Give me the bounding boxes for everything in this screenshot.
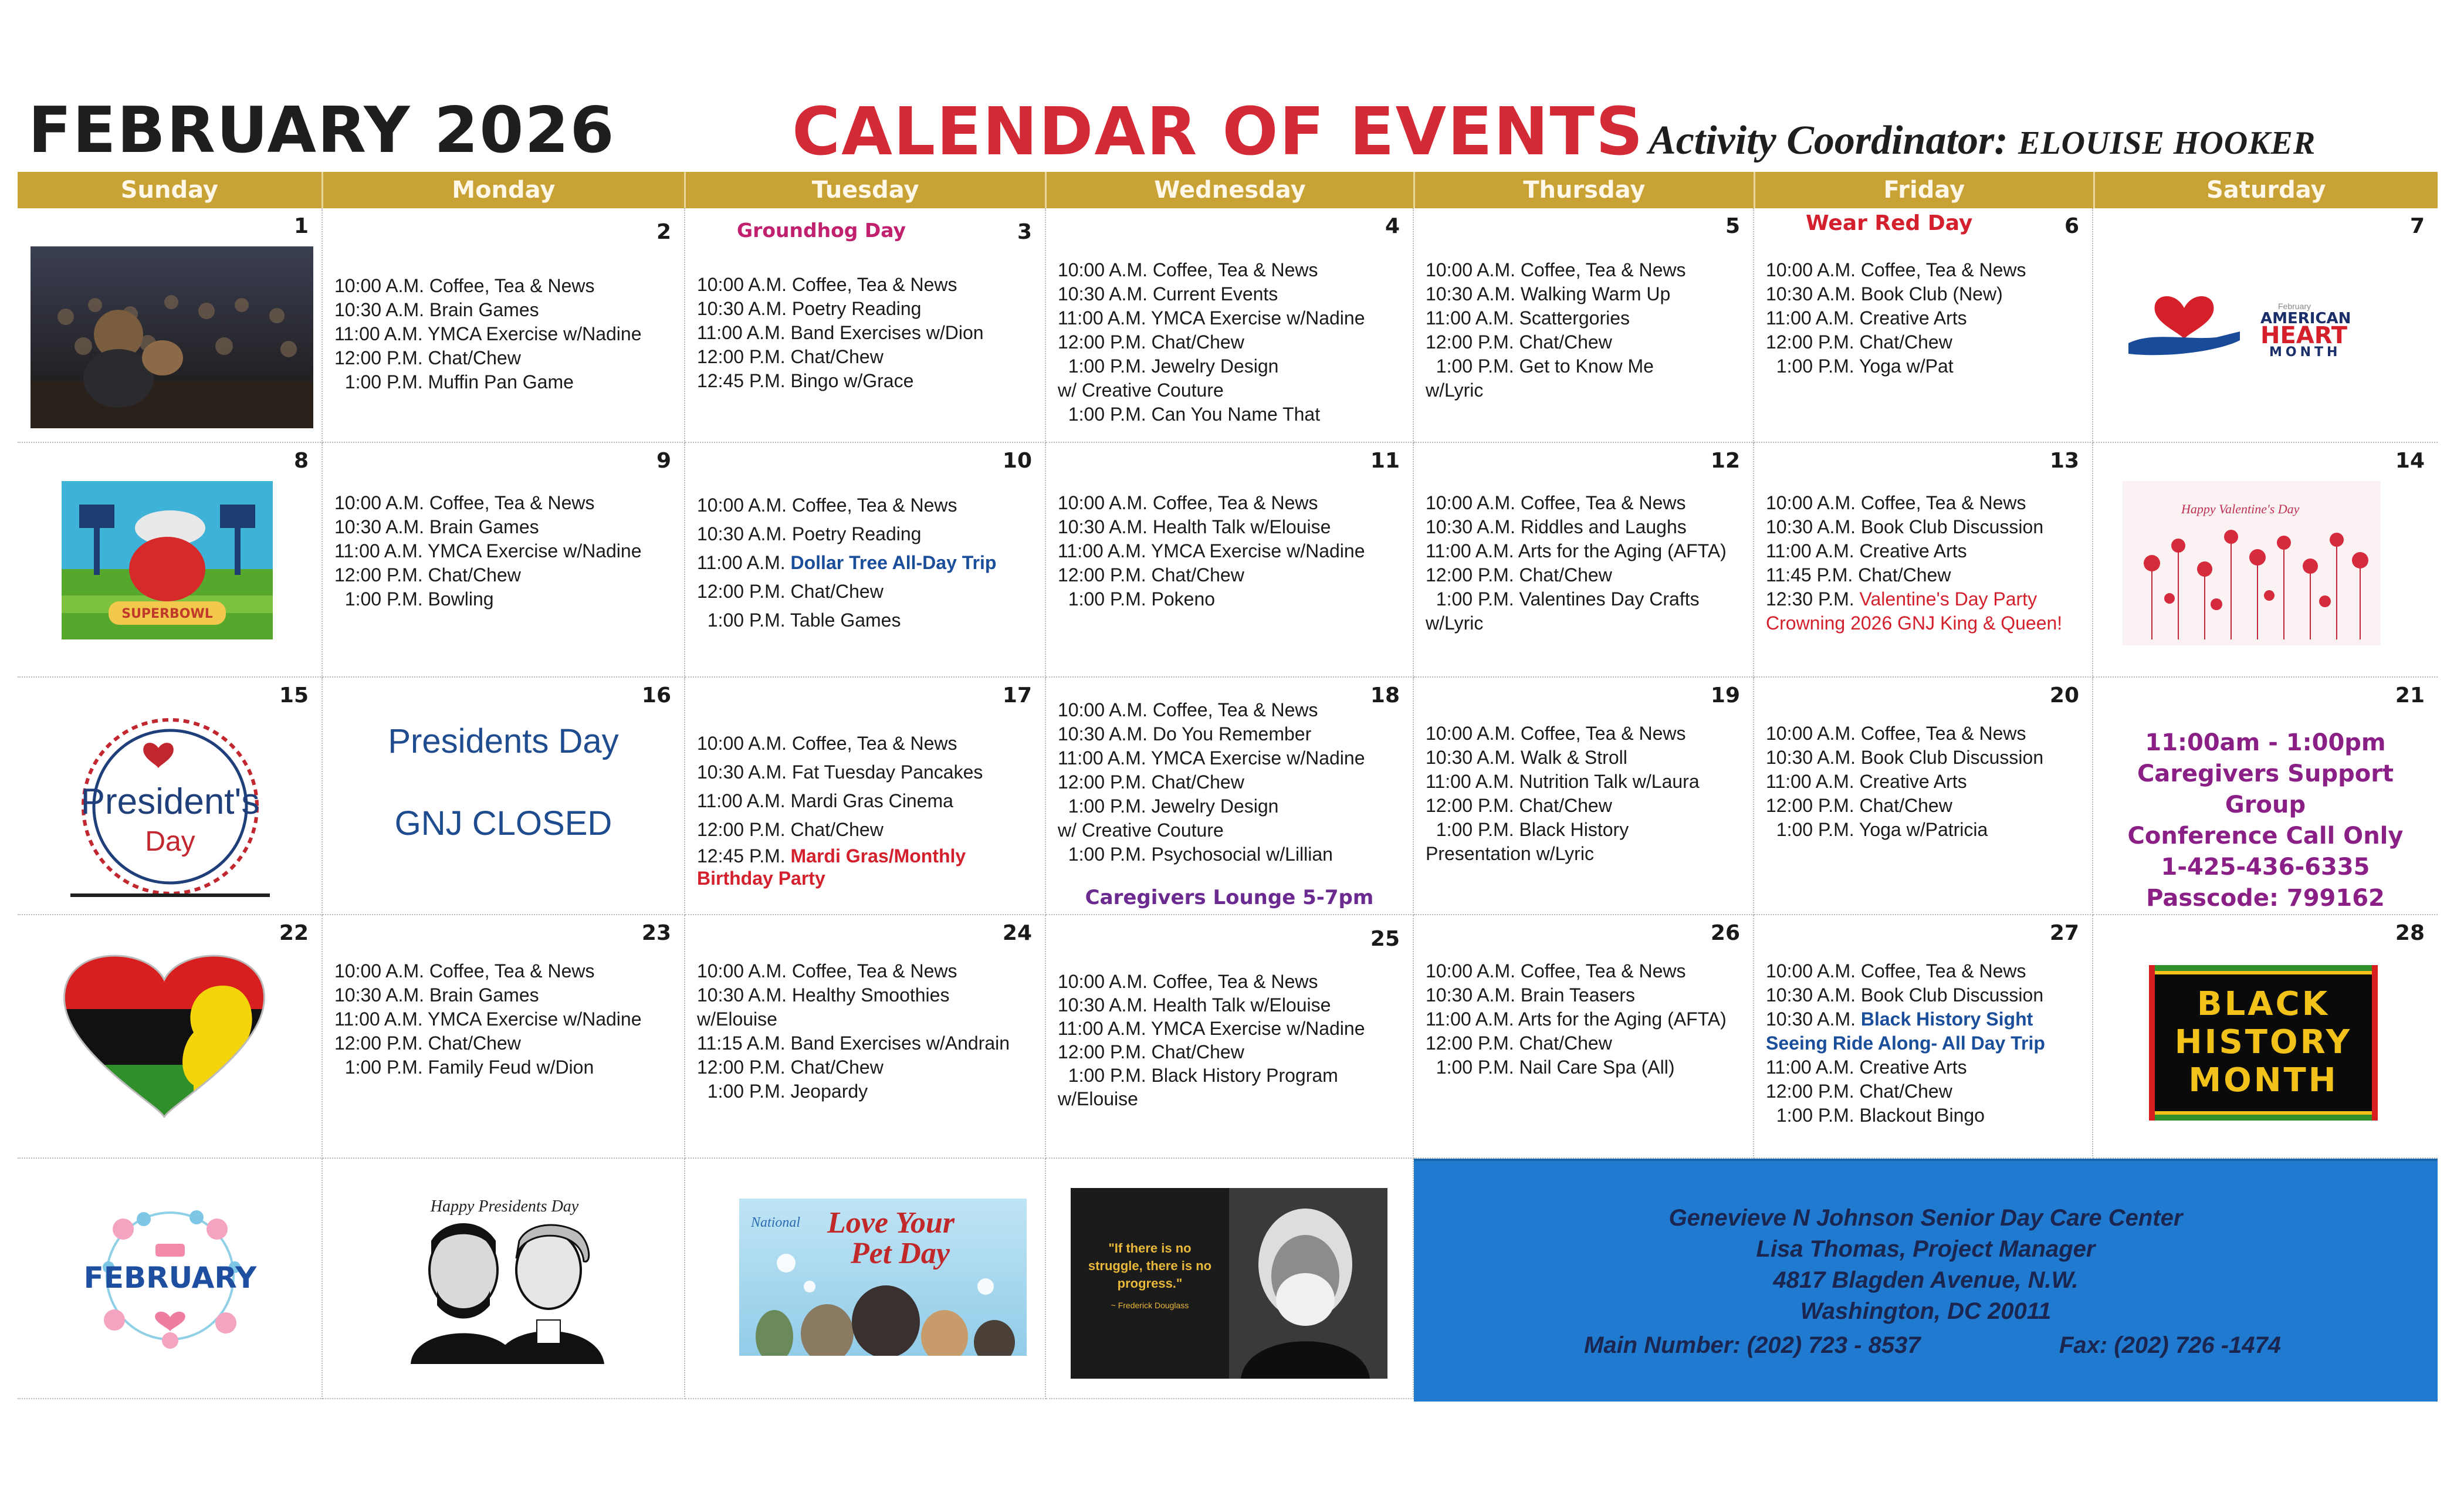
- svg-text:~ Frederick Douglass: ~ Frederick Douglass: [1111, 1301, 1189, 1310]
- event-item: 1:00 P.M. Table Games: [697, 610, 901, 631]
- event-item: 1:00 P.M. Jewelry Design: [1058, 356, 1279, 377]
- event-item: 12:00 P.M. Chat/Chew: [1426, 795, 1612, 816]
- svg-text:Happy Valentine's Day: Happy Valentine's Day: [2181, 502, 2300, 516]
- event-item: w/Lyric: [1426, 612, 1484, 634]
- event-item: 10:00 A.M. Coffee, Tea & News: [697, 495, 957, 516]
- event-list: [334, 959, 678, 1079]
- day-cell-10: [685, 443, 1046, 678]
- event-list: [1426, 722, 1747, 866]
- special-day-label: Wear Red Day: [1806, 211, 1973, 235]
- day-number: 9: [656, 449, 671, 473]
- black-history-trip: Black History Sight: [1860, 1008, 2033, 1030]
- weekday-header: [18, 172, 2438, 208]
- event-item: 11:00 A.M. Nutrition Talk w/Laura: [1426, 771, 1700, 792]
- event-item: 10:00 A.M. Coffee, Tea & News: [1058, 492, 1318, 513]
- event-list: [1766, 959, 2086, 1128]
- weekday-friday: Friday: [1755, 172, 2094, 208]
- svg-text:MONTH: MONTH: [2269, 345, 2341, 360]
- event-item: 10:00 A.M. Coffee, Tea & News: [1426, 492, 1686, 513]
- event-item: 1:00 P.M. Jewelry Design: [1058, 796, 1279, 817]
- event-item: 12:00 P.M. Chat/Chew: [1058, 1041, 1244, 1062]
- svg-text:BLACK: BLACK: [2196, 985, 2330, 1023]
- event-item: 11:00 A.M. YMCA Exercise w/Nadine: [1058, 747, 1365, 769]
- event-item: 10:30 A.M. Book Club (New): [1766, 283, 2003, 304]
- event-item: 10:30 A.M. Brain Games: [334, 516, 539, 537]
- valentines-image: [2123, 481, 2381, 645]
- bottom-cell-douglass: [1046, 1159, 1414, 1399]
- event-list: [1426, 258, 1747, 402]
- frederick-douglass-quote-image: [1071, 1188, 1387, 1379]
- main-phone-number: Main Number: (202) 723 - 8537: [1584, 1332, 1921, 1358]
- bottom-cell-pet-day: [685, 1159, 1046, 1399]
- event-item: 10:00 A.M. Coffee, Tea & News: [334, 960, 595, 981]
- project-manager: Lisa Thomas, Project Manager: [1756, 1236, 2096, 1262]
- event-item: 10:30 A.M. Poetry Reading: [697, 523, 922, 544]
- day-number: 21: [2395, 683, 2425, 708]
- pan-african-heart: [59, 945, 270, 1121]
- day-number: 5: [1725, 214, 1740, 238]
- day-number: 6: [2064, 214, 2079, 238]
- event-item: 12:00 P.M. Chat/Chew: [1766, 1081, 1952, 1102]
- coordinator-label: Activity Coordinator:: [1649, 118, 2008, 163]
- american-heart-month-logo: [2128, 285, 2398, 361]
- center-name: Genevieve N Johnson Senior Day Care Center: [1668, 1205, 2183, 1231]
- day-number: 12: [1710, 449, 1740, 473]
- event-item: 12:00 P.M. Chat/Chew: [1058, 331, 1244, 353]
- event-item: 10:30 A.M. Brain Teasers: [1426, 984, 1635, 1006]
- event-item: 10:00 A.M. Coffee, Tea & News: [1058, 699, 1318, 720]
- event-item: 1:00 P.M. Can You Name That: [1058, 404, 1321, 425]
- event-list: [697, 959, 1039, 1104]
- day-number: 28: [2395, 921, 2425, 945]
- event-item: 11:00 A.M. YMCA Exercise w/Nadine: [1058, 1018, 1365, 1039]
- day-number: 24: [1002, 921, 1032, 945]
- center-contact-box: [1414, 1159, 2438, 1402]
- day-number: 1: [293, 214, 309, 238]
- event-item: 1:00 P.M. Nail Care Spa (All): [1426, 1057, 1675, 1078]
- day-cell-16: [323, 678, 685, 915]
- event-item: 10:00 A.M. Coffee, Tea & News: [697, 274, 957, 295]
- event-list: [1058, 698, 1407, 867]
- activity-coordinator: [1649, 117, 2316, 164]
- day-cell-19: [1414, 678, 1754, 915]
- calendar-title: CALENDAR OF EVENTS: [792, 94, 1644, 170]
- event-item: 10:00 A.M. Coffee, Tea & News: [1766, 259, 2026, 280]
- event-item: 10:30 A.M. Healthy Smoothies: [697, 984, 950, 1006]
- event-item: 12:00 P.M. Chat/Chew: [1058, 771, 1244, 793]
- day-number: 15: [279, 683, 309, 708]
- event-item: 10:00 A.M. Coffee, Tea & News: [697, 733, 957, 754]
- february-floral-image: [62, 1203, 279, 1349]
- event-item: 10:30 A.M. Brain Games: [334, 984, 539, 1006]
- day-cell-14: [2093, 443, 2438, 678]
- svg-text:Day: Day: [145, 826, 195, 857]
- event-item: 12:00 P.M. Chat/Chew: [334, 1033, 521, 1054]
- event-list: [334, 491, 678, 611]
- event-item: 11:00 A.M. YMCA Exercise w/Nadine: [1058, 540, 1365, 561]
- event-item: 10:30 A.M. Brain Games: [334, 299, 539, 320]
- event-item: w/ Creative Couture: [1058, 820, 1224, 841]
- event-item: 11:00 A.M. YMCA Exercise w/Nadine: [1058, 307, 1365, 329]
- event-item: 1:00 P.M. Jeopardy: [697, 1081, 868, 1102]
- event-item: 11:00 A.M. Band Exercises w/Dion: [697, 322, 984, 343]
- svg-text:FEBRUARY: FEBRUARY: [83, 1261, 257, 1295]
- event-item: 12:00 P.M. Chat/Chew: [1426, 1033, 1612, 1054]
- event-item: 12:00 P.M. Chat/Chew: [697, 819, 884, 840]
- event-list: [1426, 491, 1747, 635]
- event-item: Presentation w/Lyric: [1426, 843, 1594, 864]
- event-item: 12:00 P.M. Chat/Chew: [697, 581, 884, 602]
- day-number: 11: [1370, 449, 1400, 473]
- day-number: 19: [1710, 683, 1740, 708]
- day-number: 18: [1370, 683, 1400, 708]
- mardi-gras-party: Mardi Gras/Monthly: [790, 845, 966, 867]
- event-item: 10:00 A.M. Coffee, Tea & News: [1766, 960, 2026, 981]
- event-item: 10:00 A.M. Coffee, Tea & News: [1426, 259, 1686, 280]
- conference-phone: 1-425-436-6335: [2161, 854, 2370, 881]
- event-list: [1058, 970, 1407, 1111]
- event-item: 12:30 P.M. Valentine's Day Party: [1766, 588, 2037, 610]
- day-number: 23: [641, 921, 671, 945]
- svg-text:"If there is no: "If there is no: [1108, 1241, 1192, 1255]
- caregivers-lounge: Caregivers Lounge 5-7pm: [1085, 886, 1374, 909]
- bottom-cell-february: [18, 1159, 323, 1399]
- event-item: 11:00 A.M. Scattergories: [1426, 307, 1630, 329]
- event-item: 10:30 A.M. Riddles and Laughs: [1426, 516, 1687, 537]
- day-cell-26: [1414, 915, 1754, 1159]
- event-item: 10:00 A.M. Coffee, Tea & News: [334, 492, 595, 513]
- day-number: 20: [2049, 683, 2079, 708]
- event-list: [334, 274, 678, 394]
- event-item: 10:00 A.M. Coffee, Tea & News: [1766, 723, 2026, 744]
- presidents-day-label: Presidents Day: [388, 722, 619, 760]
- day-number: 22: [279, 921, 309, 945]
- day-number: 25: [1370, 927, 1400, 951]
- event-item: 1:00 P.M. Pokeno: [1058, 588, 1216, 610]
- day-number: 27: [2049, 921, 2079, 945]
- day-cell-17: [685, 678, 1046, 915]
- svg-text:President's: President's: [80, 781, 260, 822]
- day-cell-5: [1414, 208, 1754, 443]
- event-item: 10:30 A.M. Fat Tuesday Pancakes: [697, 761, 983, 783]
- city-state-zip: Washington, DC 20011: [1800, 1298, 2052, 1324]
- day-cell-13: [1754, 443, 2093, 678]
- presidents-day-badge: [53, 707, 287, 906]
- superbowl-image: [62, 481, 273, 639]
- event-item: 11:00 A.M. Mardi Gras Cinema: [697, 790, 953, 811]
- event-item: 11:00 A.M. Creative Arts: [1766, 307, 1967, 329]
- event-item: 10:30 A.M. Walk & Stroll: [1426, 747, 1627, 768]
- day-cell-2: [323, 208, 685, 443]
- day-number: 4: [1385, 214, 1400, 238]
- event-item: 1:00 P.M. Black History: [1426, 819, 1629, 840]
- event-item: 10:00 A.M. Coffee, Tea & News: [1058, 259, 1318, 280]
- day-cell-3: [685, 208, 1046, 443]
- event-item: 11:15 A.M. Band Exercises w/Andrain: [697, 1033, 1010, 1054]
- day-number: 2: [656, 220, 671, 244]
- event-item: 11:45 P.M. Chat/Chew: [1766, 564, 1951, 585]
- month-title: FEBRUARY 2026: [28, 94, 615, 167]
- event-item: Birthday Party: [697, 868, 825, 889]
- weekday-thursday: Thursday: [1415, 172, 1755, 208]
- day-cell-28: [2093, 915, 2438, 1159]
- day-number: 7: [2409, 214, 2425, 238]
- event-item: 10:00 A.M. Coffee, Tea & News: [697, 960, 957, 981]
- svg-text:Love Your: Love Your: [827, 1206, 955, 1240]
- day-number: 17: [1002, 683, 1032, 708]
- svg-text:Happy Presidents Day: Happy Presidents Day: [430, 1197, 579, 1216]
- event-item: 11:00 A.M. Creative Arts: [1766, 540, 1967, 561]
- black-history-month-banner: [2149, 965, 2378, 1121]
- event-item: 11:00 A.M. Creative Arts: [1766, 771, 1967, 792]
- svg-text:HISTORY: HISTORY: [2174, 1023, 2353, 1061]
- event-list: [697, 491, 1039, 635]
- weekday-sunday: Sunday: [18, 172, 323, 208]
- event-item: 12:00 P.M. Chat/Chew: [1766, 795, 1952, 816]
- event-item: 11:00 A.M. YMCA Exercise w/Nadine: [334, 323, 642, 344]
- event-item: 12:00 P.M. Chat/Chew: [334, 347, 521, 368]
- day-cell-27: [1754, 915, 2093, 1159]
- day-cell-15: [18, 678, 323, 915]
- event-item: Seeing Ride Along- All Day Trip: [1766, 1033, 2045, 1054]
- weekday-tuesday: Tuesday: [686, 172, 1047, 208]
- event-item: 12:00 P.M. Chat/Chew: [1058, 564, 1244, 585]
- event-item: 1:00 P.M. Bowling: [334, 588, 494, 610]
- day-number: 13: [2049, 449, 2079, 473]
- svg-text:progress.": progress.": [1117, 1276, 1183, 1291]
- event-item: 10:30 A.M. Book Club Discussion: [1766, 984, 2044, 1006]
- event-item: 1:00 P.M. Black History Program: [1058, 1065, 1338, 1086]
- day-cell-12: [1414, 443, 1754, 678]
- event-item: 1:00 P.M. Valentines Day Crafts: [1426, 588, 1700, 610]
- event-item: 12:00 P.M. Chat/Chew: [1426, 331, 1612, 353]
- day-number: 26: [1710, 921, 1740, 945]
- event-item: 11:00 A.M. Arts for the Aging (AFTA): [1426, 540, 1727, 561]
- conference-passcode: Passcode: 799162: [2146, 885, 2385, 912]
- day-cell-8: [18, 443, 323, 678]
- event-item: 1:00 P.M. Get to Know Me: [1426, 356, 1654, 377]
- event-item: w/Elouise: [1058, 1088, 1138, 1109]
- day-number: 14: [2395, 449, 2425, 473]
- day-cell-25: [1046, 915, 1414, 1159]
- event-item: 1:00 P.M. Psychosocial w/Lillian: [1058, 844, 1333, 865]
- weekday-wednesday: Wednesday: [1047, 172, 1414, 208]
- event-item: 10:30 A.M. Do You Remember: [1058, 723, 1312, 744]
- event-list: [1426, 959, 1747, 1079]
- day-cell-1: [18, 208, 323, 443]
- event-item: 12:00 P.M. Chat/Chew: [697, 346, 884, 367]
- svg-text:National: National: [751, 1215, 801, 1230]
- day-number: 3: [1017, 220, 1032, 244]
- day-cell-20: [1754, 678, 2093, 915]
- event-item: w/ Creative Couture: [1058, 380, 1224, 401]
- street-address: 4817 Blagden Avenue, N.W.: [1773, 1267, 2079, 1293]
- day-number: 8: [293, 449, 309, 473]
- event-list: [697, 273, 1039, 393]
- day-cell-9: [323, 443, 685, 678]
- event-list: [1766, 722, 2086, 842]
- event-item: 10:00 A.M. Coffee, Tea & News: [1426, 723, 1686, 744]
- svg-text:AMERICAN: AMERICAN: [2260, 310, 2351, 327]
- weekday-saturday: Saturday: [2206, 177, 2326, 204]
- day-cell-7: [2093, 208, 2438, 443]
- event-item: 10:30 A.M. Black History Sight: [1766, 1008, 2033, 1030]
- event-list: [1058, 258, 1407, 427]
- event-item: w/Elouise: [697, 1008, 777, 1030]
- event-item: 10:00 A.M. Coffee, Tea & News: [1766, 492, 2026, 513]
- dollar-tree-trip: Dollar Tree All-Day Trip: [790, 552, 997, 573]
- day-cell-24: [685, 915, 1046, 1159]
- event-item: 10:30 A.M. Book Club Discussion: [1766, 516, 2044, 537]
- event-item: 12:00 P.M. Chat/Chew: [1766, 331, 1952, 353]
- weekday-monday: Monday: [323, 172, 686, 208]
- event-item: 1:00 P.M. Family Feud w/Dion: [334, 1057, 594, 1078]
- event-item: 12:00 P.M. Chat/Chew: [697, 1057, 884, 1078]
- event-item: 11:00 A.M. YMCA Exercise w/Nadine: [334, 540, 642, 561]
- day-cell-6: [1754, 208, 2093, 443]
- event-item: 10:00 A.M. Coffee, Tea & News: [334, 275, 595, 296]
- svg-text:Pet Day: Pet Day: [851, 1237, 950, 1270]
- day-number: 16: [641, 683, 671, 708]
- event-item: 10:30 A.M. Health Talk w/Elouise: [1058, 994, 1331, 1016]
- event-item: 11:00 A.M. Creative Arts: [1766, 1057, 1967, 1078]
- valentines-party: Valentine's Day Party: [1859, 588, 2037, 610]
- love-your-pet-day-image: [739, 1199, 1027, 1366]
- event-item: 12:45 P.M. Bingo w/Grace: [697, 370, 914, 391]
- event-list: [1766, 491, 2086, 635]
- event-item: 11:00 A.M. Dollar Tree All-Day Trip: [697, 552, 997, 573]
- groundhog-photo: [31, 246, 313, 428]
- event-list: [697, 729, 1039, 889]
- event-item: 10:30 A.M. Walking Warm Up: [1426, 283, 1671, 304]
- day-cell-11: [1046, 443, 1414, 678]
- day-cell-22: [18, 915, 323, 1159]
- event-item: 1:00 P.M. Muffin Pan Game: [334, 371, 574, 392]
- presidents-portrait-image: [381, 1194, 628, 1364]
- event-item: 10:30 A.M. Current Events: [1058, 283, 1278, 304]
- event-item: 10:00 A.M. Coffee, Tea & News: [1426, 960, 1686, 981]
- event-list: [1058, 491, 1407, 611]
- event-list: [1766, 258, 2086, 378]
- day-cell-18: [1046, 678, 1414, 915]
- svg-text:MONTH: MONTH: [2188, 1061, 2338, 1099]
- day-number: 10: [1002, 449, 1032, 473]
- coordinator-name: ELOUISE HOOKER: [2018, 125, 2316, 161]
- special-day-label: Groundhog Day: [737, 219, 906, 242]
- svg-text:HEART: HEART: [2260, 322, 2348, 349]
- event-item: 1:00 P.M. Yoga w/Pat: [1766, 356, 1954, 377]
- event-item: w/Lyric: [1426, 380, 1484, 401]
- day-cell-23: [323, 915, 685, 1159]
- caregivers-support-group: 11:00am - 1:00pm Caregivers Support Group Conference Call Only 1-425-436-6335 Passcode: 799162: [2093, 727, 2438, 914]
- event-item: 10:30 A.M. Health Talk w/Elouise: [1058, 516, 1331, 537]
- event-item: 12:00 P.M. Chat/Chew: [1426, 564, 1612, 585]
- event-item: 10:30 A.M. Book Club Discussion: [1766, 747, 2044, 768]
- heart-month-small: February: [2278, 302, 2311, 311]
- fax-number: Fax: (202) 726 -1474: [2059, 1332, 2282, 1358]
- event-item: 1:00 P.M. Yoga w/Patricia: [1766, 819, 1988, 840]
- day-cell-21: [2093, 678, 2438, 915]
- svg-text:struggle, there is no: struggle, there is no: [1088, 1258, 1212, 1273]
- event-item: 12:00 P.M. Chat/Chew: [334, 564, 521, 585]
- event-item: Crowning 2026 GNJ King & Queen!: [1766, 612, 2063, 634]
- event-item: 1:00 P.M. Blackout Bingo: [1766, 1105, 1985, 1126]
- event-item: 11:00 A.M. YMCA Exercise w/Nadine: [334, 1008, 642, 1030]
- event-item: 10:30 A.M. Poetry Reading: [697, 298, 922, 319]
- event-item: 11:00 A.M. Arts for the Aging (AFTA): [1426, 1008, 1727, 1030]
- bottom-cell-presidents: [323, 1159, 685, 1399]
- svg-text:SUPERBOWL: SUPERBOWL: [121, 607, 213, 621]
- event-item: 10:00 A.M. Coffee, Tea & News: [1058, 971, 1318, 992]
- day-cell-4: [1046, 208, 1414, 443]
- event-item: 12:45 P.M. Mardi Gras/Monthly: [697, 845, 966, 867]
- closed-label: GNJ CLOSED: [394, 804, 612, 842]
